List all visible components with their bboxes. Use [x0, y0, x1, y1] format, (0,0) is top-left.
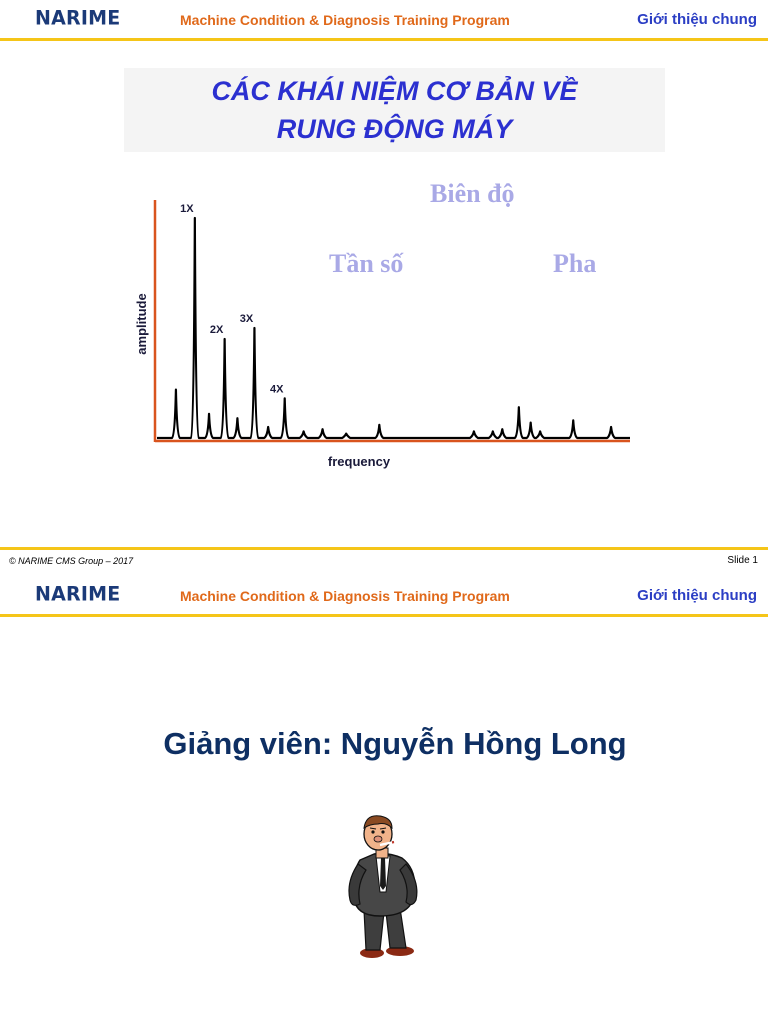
peak-label: 4X	[269, 383, 284, 396]
peak-label: 3X	[239, 313, 254, 325]
header-rule	[0, 614, 768, 617]
phase-label-vi: Pha	[553, 249, 597, 278]
footer-rule	[0, 547, 768, 550]
slide-2	[0, 576, 768, 1024]
slide-header	[0, 0, 768, 40]
frequency-label-vi: Tần số	[329, 249, 404, 278]
cartoon-man-image	[340, 812, 430, 962]
lecturer-name: Giảng viên: Nguyễn Hồng Long	[163, 726, 627, 761]
slide-title-line-2: RUNG ĐỘNG MÁY	[276, 114, 513, 144]
section-title: Giới thiệu chung	[637, 11, 757, 28]
narime-logo: NARIME	[35, 6, 121, 30]
slide-title-box	[124, 68, 665, 152]
peak-label: 1X	[180, 203, 194, 215]
narime-logo: NARIME	[35, 582, 121, 606]
section-title: Giới thiệu chung	[637, 587, 757, 604]
x-axis-label: frequency	[327, 454, 391, 469]
footer-copyright: © NARIME CMS Group – 2017	[9, 556, 134, 566]
slide-header	[0, 576, 768, 616]
slide-number: Slide 1	[727, 555, 758, 566]
y-axis-label: amplitude	[134, 293, 149, 355]
program-title: Machine Condition & Diagnosis Training Program	[180, 12, 510, 28]
spectrum-chart	[130, 190, 635, 475]
program-title: Machine Condition & Diagnosis Training Program	[180, 588, 510, 604]
slide-title-line-1: CÁC KHÁI NIỆM CƠ BẢN VỀ	[211, 76, 578, 106]
header-rule	[0, 38, 768, 41]
spectrum-line	[157, 218, 630, 438]
peak-label: 2X	[209, 324, 224, 336]
amplitude-label-vi: Biên độ	[430, 179, 515, 208]
